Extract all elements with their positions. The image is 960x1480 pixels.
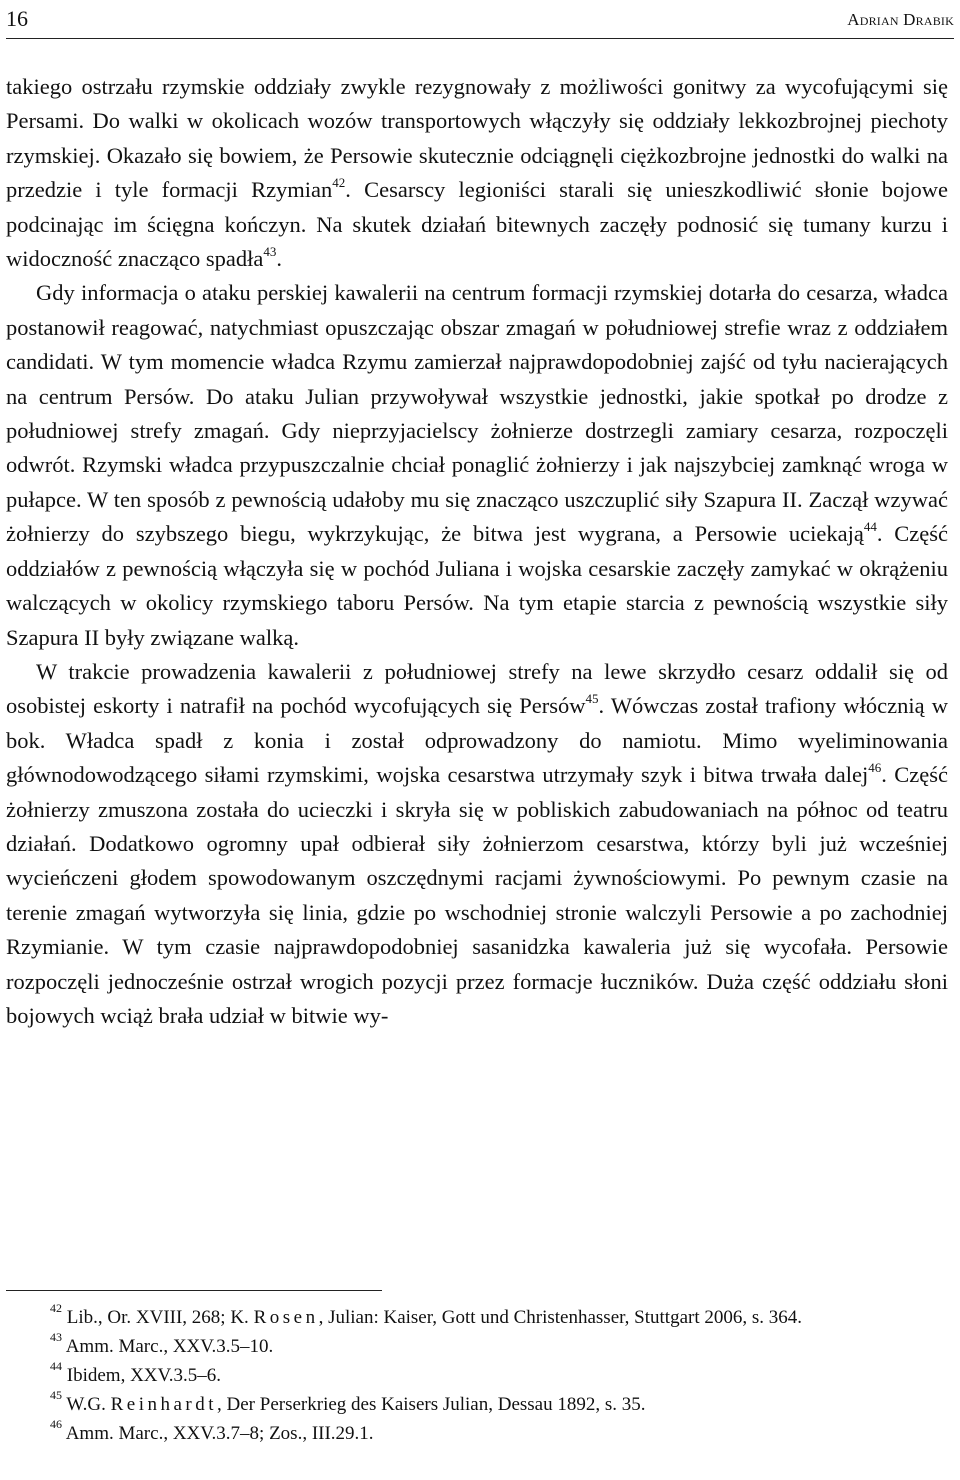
main-text <box>6 70 948 1033</box>
footnote-text: Amm. Marc., XXV.3.7–8; Zos., III.29.1. <box>65 1423 374 1444</box>
paragraph-text: takiego ostrzału rzymskie oddziały zwykle rezygnowały z możliwości gonitwy za wycofującymi się Persami. Do walki w okolicach wozów transportowych włączyły się oddziały lekkozbrojnej piechoty rzymskiej. Okazało się bowiem, że Persowie skutecznie odciągnęli ciężkozbrojne jednostki do walki na przedzie i tyle formacji Rzymian <box>6 74 948 203</box>
footnote-marker: 44 <box>863 518 877 534</box>
paragraph-text: . Wówczas został trafiony włócznią w bok. Władca spadł z konia i został odprowadzony do namiotu. Mimo wyeliminowania głównodowodzącego siłami rzymskimi, wojska cesarstwa utrzymały szyk i bitwa trwała dalej <box>6 693 948 788</box>
footnote-author-spaced: Rosen <box>253 1307 319 1328</box>
paragraph-text: . <box>276 246 282 272</box>
footnote-43 <box>6 1329 948 1361</box>
running-head-author: Adrian Drabik <box>847 9 954 29</box>
footnote-separator <box>6 1290 382 1291</box>
footnote-number: 43 <box>50 1329 62 1344</box>
page-header <box>6 0 954 38</box>
paragraph-1 <box>6 70 948 276</box>
footnote-marker: 42 <box>332 174 346 190</box>
footnote-number: 45 <box>50 1387 62 1402</box>
footnote-text: Amm. Marc., XXV.3.5–10. <box>65 1336 274 1357</box>
footnote-number: 42 <box>50 1300 62 1315</box>
footnote-number: 46 <box>50 1416 62 1431</box>
paragraph-text: . Część oddziałów z pewnością włączyła się w pochód Juliana i wojska cesarskie zaczęły zamykać w okrążeniu walczących w okolicy rzymskiego taboru Persów. Na tym etapie starcia z pewnością wszystkie siły Szapura II były związane walką. <box>6 521 948 650</box>
paragraph-text: . Część żołnierzy zmuszona została do ucieczki i skryła się w pobliskich zabudowaniach na północ od teatru działań. Dodatkowo ogromny upał odbierał siły żołnierzom cesarstwa, którzy byli już wcześniej wycieńczeni głodem spowodowanym oszczędnymi racjami żywnościowymi. Po pewnym czasie na terenie zmagań wytworzyła się linia, gdzie po wschodniej stronie walczyli Persowie a po zachodniej Rzymianie. W tym czasie najprawdopodobniej sasanidzka kawaleria już się wycofała. Persowie rozpoczęli jednocześnie ostrzał wrogich pozycji przez formacje łuczników. Duża część oddziału słoni bojowych wciąż brała udział w bitwie wy- <box>6 762 948 1028</box>
footnote-44 <box>6 1358 948 1390</box>
footnote-42 <box>6 1300 948 1332</box>
footnote-45 <box>6 1387 948 1419</box>
page-number: 16 <box>6 6 28 31</box>
paragraph-3 <box>6 655 948 1033</box>
footnote-text: Ibidem, XXV.3.5–6. <box>66 1365 222 1386</box>
paragraph-text: W trakcie prowadzenia kawalerii z południowej strefy na lewe skrzydło cesarz oddalił się od osobistej eskorty i natrafił na pochód wycofujących się Persów <box>6 658 948 719</box>
footnote-text: , Julian: Kaiser, Gott und Christenhasser, Stuttgart 2006, s. 364. <box>318 1307 803 1328</box>
footnote-text: Lib., Or. XVIII, 268; K. <box>66 1307 254 1328</box>
footnotes <box>6 1300 948 1448</box>
footnote-marker: 45 <box>585 690 599 706</box>
footnote-author-spaced: Reinhardt <box>110 1394 218 1415</box>
footnote-text: W.G. <box>66 1394 111 1415</box>
paragraph-2 <box>6 276 948 654</box>
header-rule <box>6 38 954 39</box>
footnote-marker: 43 <box>263 243 277 259</box>
footnote-text: , Der Perserkrieg des Kaisers Julian, Dessau 1892, s. 35. <box>217 1394 646 1415</box>
footnote-number: 44 <box>50 1358 62 1373</box>
footnote-marker: 46 <box>868 759 882 775</box>
paragraph-text: . Cesarscy legioniści starali się unieszkodliwić słonie bojowe podcinając im ścięgna kończyn. Na skutek działań bitewnych zaczęły podnosić się tumany kurzu i widoczność znacząco spadła <box>6 177 948 272</box>
paragraph-text: Gdy informacja o ataku perskiej kawalerii na centrum formacji rzymskiej dotarła do cesarza, władca postanowił reagować, natychmiast opuszczając obszar zmagań w południowej strefie wraz z oddziałem candidati. W tym momencie władca Rzymu zamierzał najprawdopodobniej zajść od tyłu nacierających na centrum Persów. Do ataku Julian przywoływał wszystkie jednostki, jakie spotkał po drodze z południowej strefy zmagań. Gdy nieprzyjacielscy żołnierze dostrzegli zamiary cesarza, rozpoczęli odwrót. Rzymski władca przypuszczalnie chciał ponaglić żołnierzy i jak najszybciej zamknąć wroga w pułapce. W ten sposób z pewnością udałoby mu się znacząco uszczuplić siły Szapura II. Zaczął wzywać żołnierzy do szybszego biegu, wykrzykując, że bitwa jest wygrana, a Persowie uciekają <box>6 280 948 547</box>
footnote-46 <box>6 1416 948 1448</box>
